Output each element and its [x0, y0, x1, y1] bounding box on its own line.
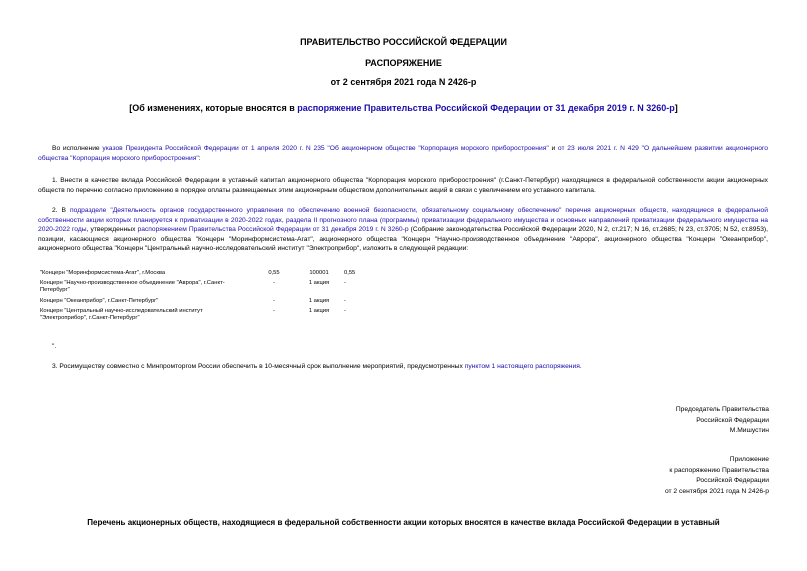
preamble-text-b: и — [548, 145, 558, 152]
point-1-link[interactable]: пунктом 1 настоящего распоряжения — [464, 363, 580, 370]
paragraph-item-1: 1. Внести в качестве вклада Российской Федерации в уставный капитал акционерного общества "Корпорация морского приборостроения" (г.Санкт-Петербург) находящиеся в федеральной собственности акции акционерных обществ по перечню согласно приложению в порядке оплаты размещаемых этим акционерным обществом дополнительных акций в связи с увеличением его уставного капитала. — [38, 177, 768, 194]
table-cell-c2: 1 акция — [308, 280, 330, 287]
appendix-block — [665, 455, 769, 497]
table-cell-c2: 1 акция — [308, 307, 330, 314]
paragraph-item-3 — [38, 362, 768, 372]
subtitle-prefix: [Об изменениях, которые вносятся в — [129, 103, 298, 113]
table-cell-name: Концерн "Океанприбор", г.Санкт-Петербург" — [40, 297, 159, 304]
table-cell-c3: 0,55 — [344, 270, 356, 276]
subtitle-link[interactable]: распоряжение Правительства Российской Федерации от 31 декабря 2019 г. N 3260-р — [297, 103, 675, 113]
table-cell-c2: 1 акция — [308, 297, 330, 304]
item2-closing-quote: ". — [52, 343, 57, 350]
signature-block — [676, 405, 769, 437]
table-cell-name: Концерн "Научно-производственное объединение "Аврора", г.Санкт-Петербург" — [40, 280, 225, 294]
table-cell-c3: - — [344, 297, 346, 304]
signature-position: Председатель Правительства — [675, 406, 769, 413]
table-cell-c1: 0,55 — [268, 270, 280, 276]
appendix-label: Приложение — [729, 456, 769, 463]
signature-name: М.Мишустин — [729, 427, 769, 434]
decree-link-2020[interactable]: указов Президента Российской Федерации от 1 апреля 2020 г. N 235 "Об акционерном обществе "Корпорация морского приборостроения" — [102, 145, 549, 152]
appendix-country: Российской Федерации — [696, 477, 769, 484]
appendix-ref: к распоряжению Правительства — [669, 466, 769, 474]
org-heading: ПРАВИТЕЛЬСТВО РОССИЙСКОЙ ФЕДЕРАЦИИ — [300, 37, 507, 47]
item2-text-c: (Собрание законодательства Российской Федерации 2020, N 2, ст.217; N 16, ст.2685; N 23, ст.3705; N 52, ст.8953), позиции, касающиеся акционерного общества "Концерн "Моринформсистема-Агат", акционерного общества "Концерн "Научно-производственное объединение "Аврора", акционерного общества "Концерн "Океанприбор", акционерного общества "Концерн "Центральный научно-исследовательский институт "Электроприбор", изложить в следующей редакции: — [38, 226, 769, 253]
item2-text-b: , утвержденных — [86, 226, 138, 234]
subtitle-suffix: ] — [674, 103, 678, 113]
table-row — [40, 308, 378, 325]
item2-text-a: 2. В — [52, 207, 70, 214]
doc-type-heading: РАСПОРЯЖЕНИЕ — [365, 58, 442, 68]
table-cell-c1: - — [273, 280, 275, 287]
decree-link-2021[interactable]: от 23 июля 2021 г. N 429 "О дальнейшем развитии акционерного общества "Корпорация морского приборостроения" — [38, 145, 768, 162]
appendix-title: Перечень акционерных обществ, находящиеся в федеральной собственности акции которых вносятся в качестве вклада Российской Федерации в уставный — [87, 518, 720, 527]
table-cell-c1: - — [273, 307, 275, 314]
table-cell-name: Концерн "Центральный научно-исследовательский институт "Электроприбор", г.Санкт-Петербург" — [40, 307, 203, 322]
paragraph-preamble — [38, 144, 768, 163]
table-cell-c1: - — [273, 297, 275, 304]
table-cell-c2: 100001 — [309, 270, 329, 276]
document-subtitle — [0, 103, 807, 113]
item3-text-a: 3. Росимуществу совместно с Минпромторгом России обеспечить в 10-месячный срок выполнение мероприятий, предусмотренных — [52, 363, 465, 370]
item3-text-b: . — [579, 363, 582, 370]
date-number-heading: от 2 сентября 2021 года N 2426-р — [330, 77, 477, 87]
signature-country: Российской Федерации — [696, 416, 769, 424]
table-cell-c3: - — [344, 307, 346, 314]
table-cell-c3: - — [344, 280, 346, 287]
preamble-text-c: : — [198, 154, 201, 162]
preamble-text-a: Во исполнение — [52, 145, 103, 152]
table-cell-name: "Концерн "Моринформсистема-Агат", г.Москва — [40, 270, 166, 276]
table-row — [40, 298, 378, 308]
companies-table — [40, 270, 378, 325]
table-row — [40, 280, 378, 297]
paragraph-item-2 — [38, 206, 768, 254]
table-row — [40, 270, 378, 280]
subsection-link[interactable]: подразделе "Деятельность органов государственного управления по обеспечению военной безопасности, обязательному социальному обеспечению" перечня акционерных обществ, находящиеся в федеральной собственности акции которых планируется к приватизации в 2020-2022 годах, раздела II прогнозного плана (программы) приватизации федерального имущества и основных направлений приватизации федерального имущества на 2020-2022 годы — [38, 207, 768, 234]
order-3260-link[interactable]: распоряжением Правительства Российской Федерации от 31 декабря 2019 г. N 3260-р — [137, 226, 409, 234]
appendix-date: от 2 сентября 2021 года N 2426-р — [664, 487, 769, 495]
